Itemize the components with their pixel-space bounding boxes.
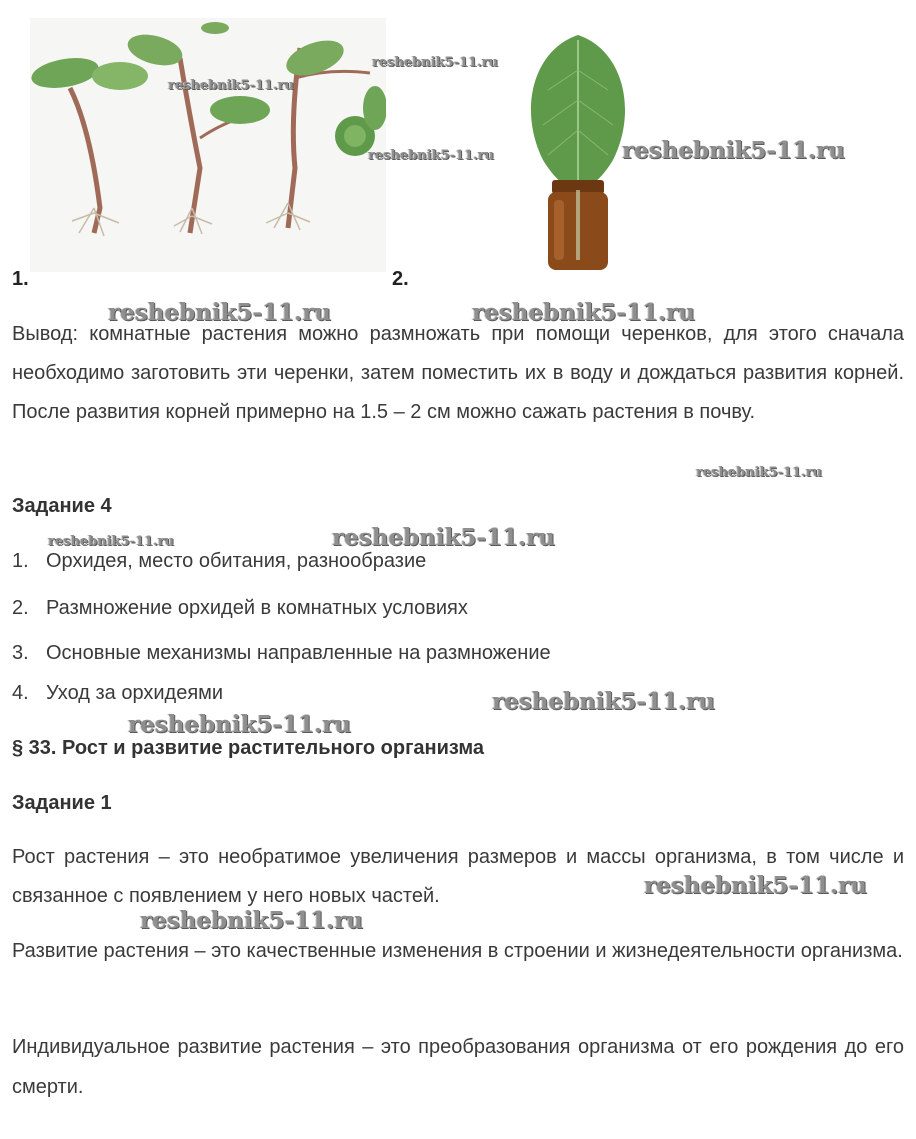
watermark: reshebnik5-11.ru — [696, 465, 823, 480]
list-item: 4. Уход за орхидеями — [12, 682, 224, 704]
figure-1-image — [30, 18, 386, 272]
watermark: reshebnik5-11.ru — [372, 55, 499, 70]
figure-2-label: 2. — [392, 268, 409, 290]
watermark: reshebnik5-11.ru — [492, 688, 715, 715]
individual-development-definition: Индивидуальное развитие растения – это преобразования организма от его рождения до его смерти. — [12, 1036, 904, 1098]
task-4-heading: Задание 4 — [12, 495, 112, 517]
figure-2-image — [518, 30, 638, 276]
watermark: reshebnik5-11.ru — [368, 148, 495, 163]
task-1-heading: Задание 1 — [12, 792, 112, 814]
watermark: reshebnik5-11.ru — [644, 872, 867, 899]
watermark: reshebnik5-11.ru — [140, 907, 363, 934]
watermark: reshebnik5-11.ru — [472, 299, 695, 326]
figure-1-label: 1. — [12, 268, 29, 290]
watermark: reshebnik5-11.ru — [128, 711, 351, 738]
watermark: reshebnik5-11.ru — [168, 78, 295, 93]
list-item: 2. Размножение орхидей в комнатных условиях — [12, 597, 468, 619]
watermark: reshebnik5-11.ru — [48, 534, 175, 549]
watermark: reshebnik5-11.ru — [332, 524, 555, 551]
watermark: reshebnik5-11.ru — [108, 299, 331, 326]
conclusion-paragraph: Вывод: комнатные растения можно размножать при помощи черенков, для этого сначала необходимо заготовить эти черенки, затем поместить их в воду и дождаться развития корней. После развития корней примерно на 1.5 – 2 см можно сажать растения в почву. — [12, 323, 904, 423]
growth-definition: Рост растения – это необратимое увеличения размеров и массы организма, в том числе и связанное с появлением у него новых частей. — [12, 846, 904, 907]
list-item: 3. Основные механизмы направленные на размножение — [12, 642, 551, 664]
watermark: reshebnik5-11.ru — [622, 137, 845, 164]
list-item: 1. Орхидея, место обитания, разнообразие — [12, 550, 427, 572]
section-heading: § 33. Рост и развитие растительного организма — [12, 737, 485, 759]
development-definition: Развитие растения – это качественные изменения в строении и жизнедеятельности организма. — [12, 940, 903, 962]
